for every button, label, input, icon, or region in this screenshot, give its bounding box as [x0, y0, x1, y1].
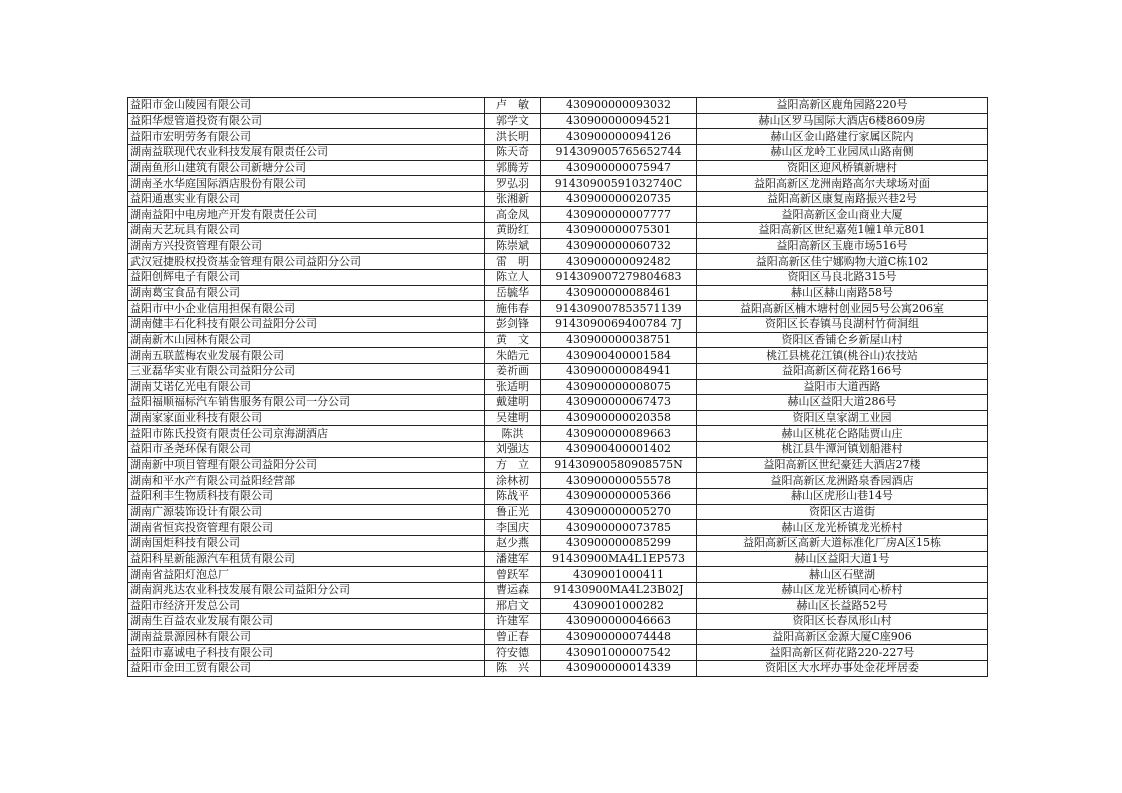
- address-cell: 益阳高新区鹿角园路220号: [697, 98, 988, 114]
- legal-representative-cell: 张适明: [485, 379, 541, 395]
- company-name-cell: 益阳市陈氏投资有限责任公司京海湖酒店: [128, 426, 485, 442]
- address-cell: 桃江县牛潭河镇划船港村: [697, 442, 988, 458]
- legal-representative-cell: 赵少燕: [485, 535, 541, 551]
- table-row: [128, 176, 988, 192]
- legal-representative-cell: 高金凤: [485, 207, 541, 223]
- table-row: [128, 457, 988, 473]
- legal-representative-cell: 姜祈画: [485, 363, 541, 379]
- address-cell: 资阳区皇家湖工业园: [697, 410, 988, 426]
- address-cell: 赫山区桃花仑路陆贾山庄: [697, 426, 988, 442]
- address-cell: 赫山区龙光桥镇同心桥村: [697, 582, 988, 598]
- registration-code-cell: 9143090069400784 7J: [541, 316, 697, 332]
- legal-representative-cell: 施伟春: [485, 301, 541, 317]
- legal-representative-cell: 陈崇斌: [485, 238, 541, 254]
- address-cell: 益阳高新区世纪嘉苑1幢1单元801: [697, 223, 988, 239]
- company-name-cell: 武汉冠捷股权投资基金管理有限公司益阳分公司: [128, 254, 485, 270]
- legal-representative-cell: 郭学文: [485, 113, 541, 129]
- legal-representative-cell: 陈立人: [485, 270, 541, 286]
- registration-code-cell: 430900000093032: [541, 98, 697, 114]
- table-row: [128, 285, 988, 301]
- address-cell: 资阳区迎风桥镇新塘村: [697, 160, 988, 176]
- table-row: [128, 254, 988, 270]
- company-name-cell: 益阳科星新能源汽车租赁有限公司: [128, 551, 485, 567]
- legal-representative-cell: 黄盼红: [485, 223, 541, 239]
- company-name-cell: 湖南新中项目管理有限公司益阳分公司: [128, 457, 485, 473]
- registration-code-cell: 91430900MA4L1EP573: [541, 551, 697, 567]
- legal-representative-cell: 曹运森: [485, 582, 541, 598]
- table-row: [128, 582, 988, 598]
- table-row: [128, 426, 988, 442]
- address-cell: 益阳高新区高新大道标准化厂房A区15栋: [697, 535, 988, 551]
- address-cell: 资阳区长春镇马良湖村竹荷洞组: [697, 316, 988, 332]
- registration-code-cell: 430900000075301: [541, 223, 697, 239]
- company-registry-table: [127, 97, 988, 677]
- table-row: [128, 442, 988, 458]
- table-row: [128, 551, 988, 567]
- legal-representative-cell: 黄 文: [485, 332, 541, 348]
- registration-code-cell: 430900000073785: [541, 520, 697, 536]
- registration-code-cell: 430900000038751: [541, 332, 697, 348]
- company-name-cell: 湖南省益阳灯泡总厂: [128, 567, 485, 583]
- registration-code-cell: 430900400001584: [541, 348, 697, 364]
- registration-code-cell: 430900000084941: [541, 363, 697, 379]
- legal-representative-cell: 符安德: [485, 645, 541, 661]
- address-cell: 资阳区马良北路315号: [697, 270, 988, 286]
- address-cell: 资阳区大水坪办事处金花坪居委: [697, 661, 988, 677]
- table-row: [128, 316, 988, 332]
- address-cell: 资阳区古道街: [697, 504, 988, 520]
- table-row: [128, 332, 988, 348]
- address-cell: 赫山区龙岭工业园凤山路南侧: [697, 144, 988, 160]
- company-name-cell: 益阳华煜管道投资有限公司: [128, 113, 485, 129]
- legal-representative-cell: 许建军: [485, 614, 541, 630]
- legal-representative-cell: 曾正春: [485, 629, 541, 645]
- table-row: [128, 160, 988, 176]
- legal-representative-cell: 朱皓元: [485, 348, 541, 364]
- legal-representative-cell: 李国庆: [485, 520, 541, 536]
- legal-representative-cell: 潘建军: [485, 551, 541, 567]
- legal-representative-cell: 吴建明: [485, 410, 541, 426]
- address-cell: 益阳高新区龙洲南路高尔夫球场对面: [697, 176, 988, 192]
- company-name-cell: 湖南鱼形山建筑有限公司新塘分公司: [128, 160, 485, 176]
- legal-representative-cell: 涂林初: [485, 473, 541, 489]
- legal-representative-cell: 岳毓华: [485, 285, 541, 301]
- address-cell: 益阳高新区金源大厦C座906: [697, 629, 988, 645]
- table-row: [128, 395, 988, 411]
- registration-code-cell: 430900000005366: [541, 489, 697, 505]
- company-name-cell: 益阳市嘉诚电子科技有限公司: [128, 645, 485, 661]
- table-row: [128, 489, 988, 505]
- table-row: [128, 629, 988, 645]
- table-row: [128, 535, 988, 551]
- registration-code-cell: 430900000005270: [541, 504, 697, 520]
- address-cell: 赫山区罗马国际大酒店6楼8609房: [697, 113, 988, 129]
- table-row: [128, 270, 988, 286]
- address-cell: 益阳高新区佳宁娜购物大道C栋102: [697, 254, 988, 270]
- address-cell: 赫山区石壁湖: [697, 567, 988, 583]
- company-name-cell: 湖南国炬科技有限公司: [128, 535, 485, 551]
- company-name-cell: 湖南润兆达农业科技发展有限公司益阳分公司: [128, 582, 485, 598]
- table-row: [128, 520, 988, 536]
- registration-code-cell: 91430900MA4L23B02J: [541, 582, 697, 598]
- address-cell: 赫山区赫山南路58号: [697, 285, 988, 301]
- legal-representative-cell: 陈战平: [485, 489, 541, 505]
- company-name-cell: 湖南益联现代农业科技发展有限责任公司: [128, 144, 485, 160]
- table-row: [128, 301, 988, 317]
- address-cell: 赫山区益阳大道1号: [697, 551, 988, 567]
- company-name-cell: 湖南方兴投资管理有限公司: [128, 238, 485, 254]
- company-name-cell: 益阳福顺福标汽车销售服务有限公司一分公司: [128, 395, 485, 411]
- company-name-cell: 湖南生百益农业发展有限公司: [128, 614, 485, 630]
- registration-code-cell: 430900000074448: [541, 629, 697, 645]
- legal-representative-cell: 戴建明: [485, 395, 541, 411]
- legal-representative-cell: 刘强达: [485, 442, 541, 458]
- legal-representative-cell: 陈洪: [485, 426, 541, 442]
- registration-code-cell: 430900000008075: [541, 379, 697, 395]
- address-cell: 桃江县桃花江镇(桃谷山)农技站: [697, 348, 988, 364]
- address-cell: 益阳高新区玉鹿市场516号: [697, 238, 988, 254]
- company-name-cell: 湖南省恒宾投资管理有限公司: [128, 520, 485, 536]
- legal-representative-cell: 洪长明: [485, 129, 541, 145]
- registration-code-cell: 430900000020358: [541, 410, 697, 426]
- address-cell: 赫山区金山路建行家属区院内: [697, 129, 988, 145]
- table-row: [128, 379, 988, 395]
- registration-code-cell: 91430900591032740C: [541, 176, 697, 192]
- address-cell: 赫山区益阳大道286号: [697, 395, 988, 411]
- table-row: [128, 191, 988, 207]
- registration-code-cell: 430900000085299: [541, 535, 697, 551]
- registration-code-cell: 430900000014339: [541, 661, 697, 677]
- legal-representative-cell: 罗弘羽: [485, 176, 541, 192]
- registration-code-cell: 914309005765652744: [541, 144, 697, 160]
- company-name-cell: 湖南健丰石化科技有限公司益阳分公司: [128, 316, 485, 332]
- legal-representative-cell: 卢 敏: [485, 98, 541, 114]
- company-name-cell: 湖南新木山园林有限公司: [128, 332, 485, 348]
- table-row: [128, 504, 988, 520]
- table-row: [128, 363, 988, 379]
- legal-representative-cell: 曾跃军: [485, 567, 541, 583]
- company-name-cell: 益阳通惠实业有限公司: [128, 191, 485, 207]
- address-cell: 益阳高新区荷花路166号: [697, 363, 988, 379]
- registration-code-cell: 4309001000282: [541, 598, 697, 614]
- registration-code-cell: 430900000088461: [541, 285, 697, 301]
- address-cell: 益阳高新区荷花路220-227号: [697, 645, 988, 661]
- company-name-cell: 湖南益阳中电房地产开发有限责任公司: [128, 207, 485, 223]
- registration-code-cell: 430900000094126: [541, 129, 697, 145]
- legal-representative-cell: 方 立: [485, 457, 541, 473]
- company-name-cell: 湖南广源装饰设计有限公司: [128, 504, 485, 520]
- legal-representative-cell: 郭腾芳: [485, 160, 541, 176]
- legal-representative-cell: 陈天奇: [485, 144, 541, 160]
- company-name-cell: 益阳市中小企业信用担保有限公司: [128, 301, 485, 317]
- address-cell: 赫山区虎形山巷14号: [697, 489, 988, 505]
- table-row: [128, 207, 988, 223]
- company-name-cell: 益阳利丰生物质科技有限公司: [128, 489, 485, 505]
- company-name-cell: 益阳市宏明劳务有限公司: [128, 129, 485, 145]
- address-cell: 资阳区长春凤形山村: [697, 614, 988, 630]
- table-row: [128, 410, 988, 426]
- company-name-cell: 湖南葛宝食品有限公司: [128, 285, 485, 301]
- company-name-cell: 益阳市金田工贸有限公司: [128, 661, 485, 677]
- address-cell: 赫山区龙光桥镇龙光桥村: [697, 520, 988, 536]
- address-cell: 益阳高新区楠木塘村创业园5号公寓206室: [697, 301, 988, 317]
- table-row: [128, 473, 988, 489]
- table-row: [128, 567, 988, 583]
- table-row: [128, 113, 988, 129]
- company-name-cell: 湖南和平水产有限公司益阳经营部: [128, 473, 485, 489]
- legal-representative-cell: 雷 明: [485, 254, 541, 270]
- registration-code-cell: 914309007279804683: [541, 270, 697, 286]
- table-row: [128, 144, 988, 160]
- legal-representative-cell: 陈 兴: [485, 661, 541, 677]
- address-cell: 益阳高新区金山商业大厦: [697, 207, 988, 223]
- registration-code-cell: 430900400001402: [541, 442, 697, 458]
- table-row: [128, 614, 988, 630]
- registration-code-cell: 430900000007777: [541, 207, 697, 223]
- table-row: [128, 238, 988, 254]
- company-name-cell: 湖南圣水华庭国际酒店股份有限公司: [128, 176, 485, 192]
- address-cell: 益阳高新区康复南路振兴巷2号: [697, 191, 988, 207]
- company-name-cell: 益阳市金山陵园有限公司: [128, 98, 485, 114]
- table-row: [128, 223, 988, 239]
- registration-code-cell: 430901000007542: [541, 645, 697, 661]
- registration-code-cell: 430900000046663: [541, 614, 697, 630]
- table-row: [128, 661, 988, 677]
- registration-code-cell: 430900000020735: [541, 191, 697, 207]
- legal-representative-cell: 鲁正光: [485, 504, 541, 520]
- table-row: [128, 645, 988, 661]
- company-name-cell: 湖南艾诺亿光电有限公司: [128, 379, 485, 395]
- address-cell: 资阳区香铺仑乡新屋山村: [697, 332, 988, 348]
- address-cell: 益阳高新区世纪豪廷大酒店27楼: [697, 457, 988, 473]
- registration-code-cell: 430900000055578: [541, 473, 697, 489]
- table-row: [128, 129, 988, 145]
- company-name-cell: 益阳市圣尧环保有限公司: [128, 442, 485, 458]
- table-row: [128, 598, 988, 614]
- legal-representative-cell: 邢启文: [485, 598, 541, 614]
- registration-code-cell: 430900000092482: [541, 254, 697, 270]
- registration-code-cell: 430900000094521: [541, 113, 697, 129]
- company-name-cell: 湖南益景源园林有限公司: [128, 629, 485, 645]
- company-name-cell: 湖南五联蓝梅农业发展有限公司: [128, 348, 485, 364]
- table-body: [128, 98, 988, 677]
- company-name-cell: 湖南天艺玩具有限公司: [128, 223, 485, 239]
- address-cell: 益阳高新区龙洲路泉香园酒店: [697, 473, 988, 489]
- address-cell: 赫山区长益路52号: [697, 598, 988, 614]
- company-name-cell: 益阳创辉电子有限公司: [128, 270, 485, 286]
- company-name-cell: 益阳市经济开发总公司: [128, 598, 485, 614]
- legal-representative-cell: 张湘新: [485, 191, 541, 207]
- registration-code-cell: 430900000067473: [541, 395, 697, 411]
- registration-code-cell: 914309007853571139: [541, 301, 697, 317]
- legal-representative-cell: 彭剑锋: [485, 316, 541, 332]
- registration-code-cell: 91430900580908575N: [541, 457, 697, 473]
- registration-code-cell: 430900000075947: [541, 160, 697, 176]
- registration-code-cell: 430900000060732: [541, 238, 697, 254]
- company-name-cell: 湖南家家面业科技有限公司: [128, 410, 485, 426]
- registration-code-cell: 4309001000411: [541, 567, 697, 583]
- company-name-cell: 三亚磊华实业有限公司益阳分公司: [128, 363, 485, 379]
- table-row: [128, 348, 988, 364]
- address-cell: 益阳市大道西路: [697, 379, 988, 395]
- table-row: [128, 98, 988, 114]
- registration-code-cell: 430900000089663: [541, 426, 697, 442]
